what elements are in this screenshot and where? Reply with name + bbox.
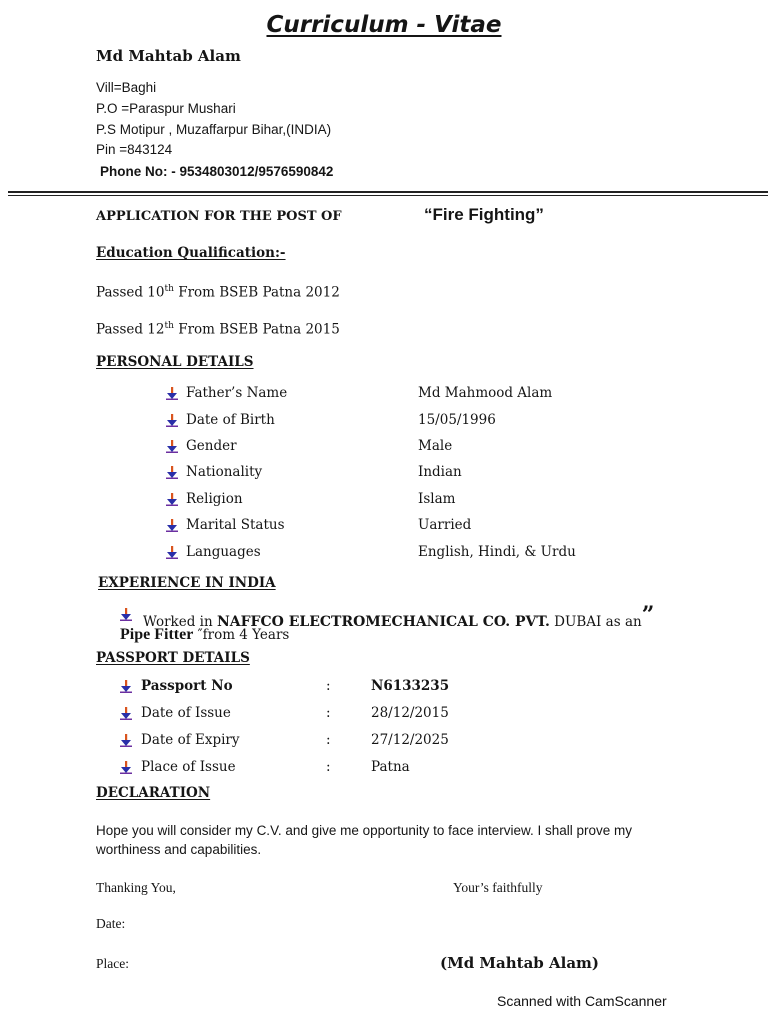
address-line: P.O =Paraspur Mushari [96, 101, 236, 116]
personal-label: Religion [186, 491, 243, 507]
personal-label: Date of Birth [186, 412, 275, 428]
bullet-arrow-icon [166, 414, 178, 427]
personal-label: Father’s Name [186, 385, 288, 401]
passport-value: 27/12/2025 [371, 732, 449, 748]
address-line: Pin =843124 [96, 142, 173, 157]
experience-role: Pipe Fitter ″from 4 Years [120, 626, 290, 643]
thanking-text: Thanking You, [96, 880, 176, 895]
application-label: APPLICATION FOR THE POST OF [96, 209, 342, 224]
experience-text: Worked in NAFFCO ELECTROMECHANICAL CO. PVT. DUBAI as an” [143, 602, 655, 630]
colon: : [326, 732, 331, 748]
date-label: Date: [96, 916, 126, 931]
colon: : [326, 705, 331, 721]
personal-value: Uarried [418, 517, 472, 533]
personal-value: Indian [418, 464, 462, 480]
bullet-arrow-icon [120, 608, 132, 621]
bullet-arrow-icon [166, 519, 178, 532]
education-heading: Education Qualification:- [96, 245, 286, 261]
personal-heading: PERSONAL DETAILS [96, 354, 254, 370]
application-post: “Fire Fighting” [424, 205, 544, 224]
passport-value: N6133235 [371, 678, 450, 694]
divider [8, 195, 768, 196]
passport-value: Patna [371, 759, 410, 775]
personal-value: Male [418, 438, 453, 454]
personal-value: English, Hindi, & Urdu [418, 544, 576, 560]
personal-value: Md Mahmood Alam [418, 385, 553, 401]
passport-label: Passport No [141, 678, 233, 694]
passport-label: Date of Issue [141, 705, 231, 721]
declaration-text: Hope you will consider my C.V. and give me opportunity to face interview. I shall prove my worthiness and capabilities. [96, 823, 633, 857]
bullet-arrow-icon [120, 761, 132, 774]
personal-value: 15/05/1996 [418, 412, 496, 428]
bullet-arrow-icon [166, 440, 178, 453]
education-item: Passed 12th From BSEB Patna 2015 [96, 321, 340, 338]
address-line: P.S Motipur , Muzaffarpur Bihar,(INDIA) [96, 122, 332, 137]
divider [8, 191, 768, 193]
education-item: Passed 10th From BSEB Patna 2012 [96, 284, 340, 301]
bullet-arrow-icon [166, 387, 178, 400]
bullet-arrow-icon [166, 493, 178, 506]
colon: : [326, 678, 331, 694]
personal-value: Islam [418, 491, 456, 507]
bullet-arrow-icon [120, 680, 132, 693]
place-label: Place: [96, 956, 129, 971]
bullet-arrow-icon [120, 707, 132, 720]
personal-label: Nationality [186, 464, 263, 480]
personal-label: Marital Status [186, 517, 285, 533]
personal-label: Gender [186, 438, 237, 454]
personal-label: Languages [186, 544, 261, 560]
signature-name: (Md Mahtab Alam) [440, 954, 600, 972]
address-line: Vill=Baghi [96, 80, 157, 95]
colon: : [326, 759, 331, 775]
passport-heading: PASSPORT DETAILS [96, 650, 250, 666]
phone-number: Phone No: - 9534803012/9576590842 [100, 164, 334, 179]
bullet-arrow-icon [166, 546, 178, 559]
applicant-name: Md Mahtab Alam [96, 47, 241, 65]
experience-heading: EXPERIENCE IN INDIA [98, 575, 276, 591]
passport-value: 28/12/2015 [371, 705, 449, 721]
passport-label: Date of Expiry [141, 732, 240, 748]
bullet-arrow-icon [120, 734, 132, 747]
faithfully-text: Your’s faithfully [453, 880, 543, 895]
bullet-arrow-icon [166, 466, 178, 479]
page-title: Curriculum - Vitae [266, 12, 502, 38]
scanner-watermark: Scanned with CamScanner [497, 993, 667, 1009]
declaration-heading: DECLARATION [96, 785, 211, 801]
passport-label: Place of Issue [141, 759, 236, 775]
